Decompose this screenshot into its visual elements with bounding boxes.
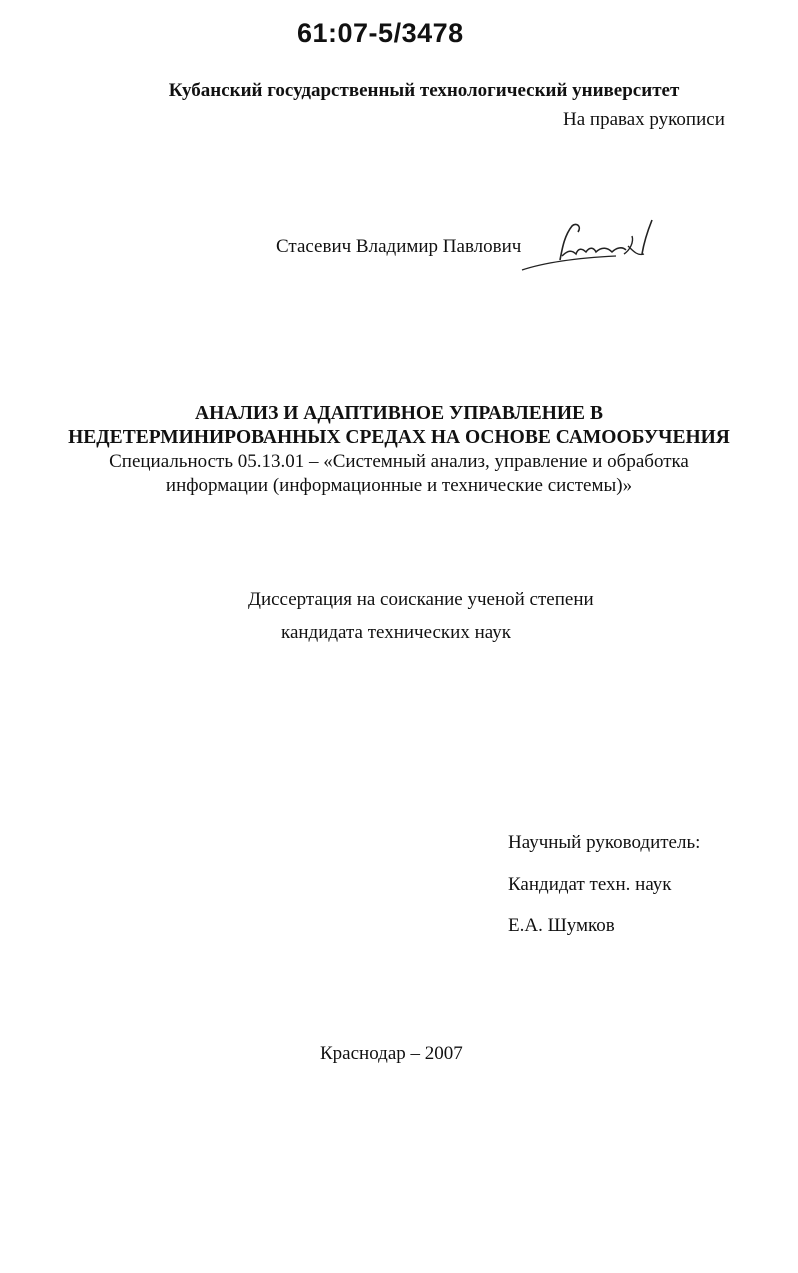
title-line-1: АНАЛИЗ И АДАПТИВНОЕ УПРАВЛЕНИЕ В bbox=[195, 403, 603, 424]
supervisor-label: Научный руководитель: bbox=[508, 832, 701, 853]
degree-statement: кандидата технических наук bbox=[281, 622, 511, 643]
city-year: Краснодар – 2007 bbox=[320, 1043, 463, 1064]
supervisor-name: Е.А. Шумков bbox=[508, 915, 615, 936]
manuscript-rights-note: На правах рукописи bbox=[563, 109, 725, 130]
author-name: Стасевич Владимир Павлович bbox=[276, 236, 522, 257]
author-signature bbox=[516, 214, 661, 280]
dissertation-statement: Диссертация на соискание ученой степени bbox=[248, 589, 594, 610]
archive-stamp-number: 61:07-5/3478 bbox=[297, 18, 464, 48]
supervisor-degree: Кандидат техн. наук bbox=[508, 874, 672, 895]
specialty-line-1: Специальность 05.13.01 – «Системный анализ, управление и обработка bbox=[109, 451, 689, 472]
dissertation-title-block bbox=[0, 402, 798, 498]
title-line-2: НЕДЕТЕРМИНИРОВАННЫХ СРЕДАХ НА ОСНОВЕ САМООБУЧЕНИЯ bbox=[68, 427, 730, 448]
specialty-line-2: информации (информационные и технические системы)» bbox=[165, 475, 633, 496]
university-name: Кубанский государственный технологический университет bbox=[168, 80, 680, 101]
